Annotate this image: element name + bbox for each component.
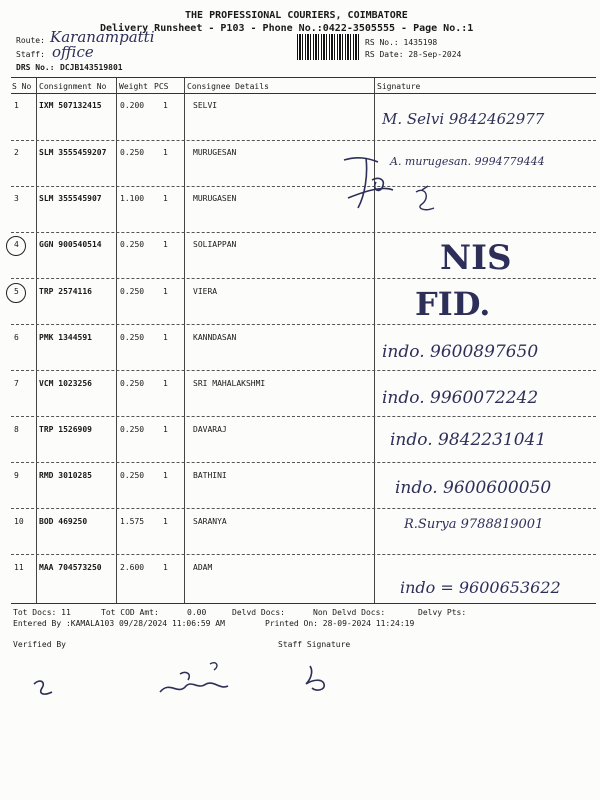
col-sno: S No (12, 82, 32, 91)
barcode (297, 34, 359, 60)
row-divider (11, 508, 596, 509)
col-consignee: Consignee Details (187, 82, 269, 91)
row-consignment: TRP 1526909 (39, 425, 92, 434)
row-signature: R.Surya 9788819001 (404, 517, 544, 532)
row-consignee: BATHINI (193, 471, 227, 480)
row-weight: 0.250 (120, 240, 145, 249)
row-sno: 11 (14, 563, 24, 572)
row-consignment: SLM 355545907 (39, 194, 102, 203)
row-sno: 8 (14, 425, 19, 434)
row-consignment: GGN 900540514 (39, 240, 102, 249)
col-divider (36, 78, 37, 603)
row-weight: 0.250 (120, 287, 145, 296)
row-consignee: SRI MAHALAKSHMI (193, 379, 266, 388)
row-sno: 7 (14, 379, 19, 388)
row-signature: indo = 9600653622 (400, 578, 561, 597)
table-bottom-rule (11, 603, 596, 604)
row-consignment: VCM 1023256 (39, 379, 92, 388)
delivery-points: Delvy Pts: (418, 608, 467, 617)
row-consignee: MURUGESAN (193, 148, 237, 157)
row-divider (11, 278, 596, 279)
drs-value: DCJB143519801 (60, 63, 123, 72)
row-sno: 5 (14, 287, 19, 296)
row-pcs: 1 (163, 563, 168, 572)
row-divider (11, 232, 596, 233)
row-pcs: 1 (163, 240, 168, 249)
row-pcs: 1 (163, 471, 168, 480)
col-weight: Weight (119, 82, 148, 91)
row-weight: 0.250 (120, 471, 145, 480)
row-consignment: BOD 469250 (39, 517, 88, 526)
total-cod-label: Tot COD Amt: (101, 608, 159, 617)
verified-by-label: Verified By (13, 640, 66, 649)
row-sno: 2 (14, 148, 19, 157)
total-cod-amount: 0.00 (187, 608, 207, 617)
row-weight: 0.200 (120, 101, 145, 110)
row-sno: 1 (14, 101, 19, 110)
row-signature: FID. (415, 285, 491, 323)
delivered-docs: Delvd Docs: (232, 608, 285, 617)
non-delivered-docs: Non Delvd Docs: (313, 608, 386, 617)
row-weight: 0.250 (120, 148, 145, 157)
row-pcs: 1 (163, 333, 168, 342)
row-divider (11, 554, 596, 555)
col-consignment: Consignment No (39, 82, 107, 91)
row-divider (11, 140, 596, 141)
row-pcs: 1 (163, 101, 168, 110)
route-value-handwritten: Karanampatti (50, 28, 155, 46)
row-signature: indo. 9960072242 (382, 388, 539, 408)
row-pcs: 1 (163, 287, 168, 296)
rs-date: RS Date: 28-Sep-2024 (365, 50, 462, 59)
row-weight: 2.600 (120, 563, 145, 572)
row-signature: M. Selvi 9842462977 (382, 110, 545, 128)
row-weight: 1.575 (120, 517, 145, 526)
row-consignment: PMK 1344591 (39, 333, 92, 342)
printed-on: Printed On: 28-09-2024 11:24:19 (265, 619, 415, 628)
document-title: THE PROFESSIONAL COURIERS, COIMBATORE (185, 10, 408, 21)
row-pcs: 1 (163, 425, 168, 434)
row-signature: A. murugesan. 9994779444 (390, 155, 545, 168)
row-signature: indo. 9600897650 (382, 342, 539, 362)
row-consignee: DAVARAJ (193, 425, 227, 434)
row-divider (11, 462, 596, 463)
staff-value-handwritten: office (52, 43, 94, 61)
row-consignment: IXM 507132415 (39, 101, 102, 110)
staff-signature-label: Staff Signature (278, 640, 351, 649)
col-divider (184, 78, 185, 603)
col-pcs: PCS (154, 82, 169, 91)
row-sno: 9 (14, 471, 19, 480)
row-weight: 1.100 (120, 194, 145, 203)
staff-label: Staff: (16, 50, 45, 59)
header-bottom-rule (11, 93, 596, 94)
col-divider (116, 78, 117, 603)
row-consignment: RMD 3010285 (39, 471, 92, 480)
row-consignee: MURUGASEN (193, 194, 237, 203)
row-consignee: SELVI (193, 101, 218, 110)
row-consignee: ADAM (193, 563, 213, 572)
row-divider (11, 416, 596, 417)
row-signature: indo. 9600600050 (395, 478, 552, 498)
row-consignee: SARANYA (193, 517, 227, 526)
scribble-signature-icon (338, 150, 448, 220)
row-weight: 0.250 (120, 379, 145, 388)
row-weight: 0.250 (120, 333, 145, 342)
row-consignment: TRP 2574116 (39, 287, 92, 296)
row-divider (11, 324, 596, 325)
verified-signature-icon (30, 660, 290, 710)
staff-signature-icon (300, 658, 340, 698)
row-consignment: SLM 3555459207 (39, 148, 107, 157)
row-pcs: 1 (163, 148, 168, 157)
row-consignee: VIERA (193, 287, 218, 296)
row-pcs: 1 (163, 517, 168, 526)
row-divider (11, 186, 596, 187)
route-label: Route: (16, 36, 45, 45)
row-consignee: SOLIAPPAN (193, 240, 237, 249)
row-weight: 0.250 (120, 425, 145, 434)
row-sno: 4 (14, 240, 19, 249)
document-subtitle: Delivery Runsheet - P103 - Phone No.:0422-3505555 - Page No.:1 (100, 23, 474, 34)
total-docs: Tot Docs: 11 (13, 608, 71, 617)
col-signature: Signature (377, 82, 421, 91)
row-consignment: MAA 704573250 (39, 563, 102, 572)
rs-number: RS No.: 1435198 (365, 38, 438, 47)
row-divider (11, 370, 596, 371)
row-sno: 6 (14, 333, 19, 342)
row-consignee: KANNDASAN (193, 333, 237, 342)
row-signature: NIS (440, 238, 512, 278)
entered-by: Entered By :KAMALA103 09/28/2024 11:06:59 AM (13, 619, 225, 628)
row-pcs: 1 (163, 194, 168, 203)
row-sno: 3 (14, 194, 19, 203)
drs-label: DRS No.: (16, 63, 55, 72)
row-pcs: 1 (163, 379, 168, 388)
row-sno: 10 (14, 517, 24, 526)
table-top-rule (11, 77, 596, 78)
row-signature: indo. 9842231041 (390, 430, 547, 450)
